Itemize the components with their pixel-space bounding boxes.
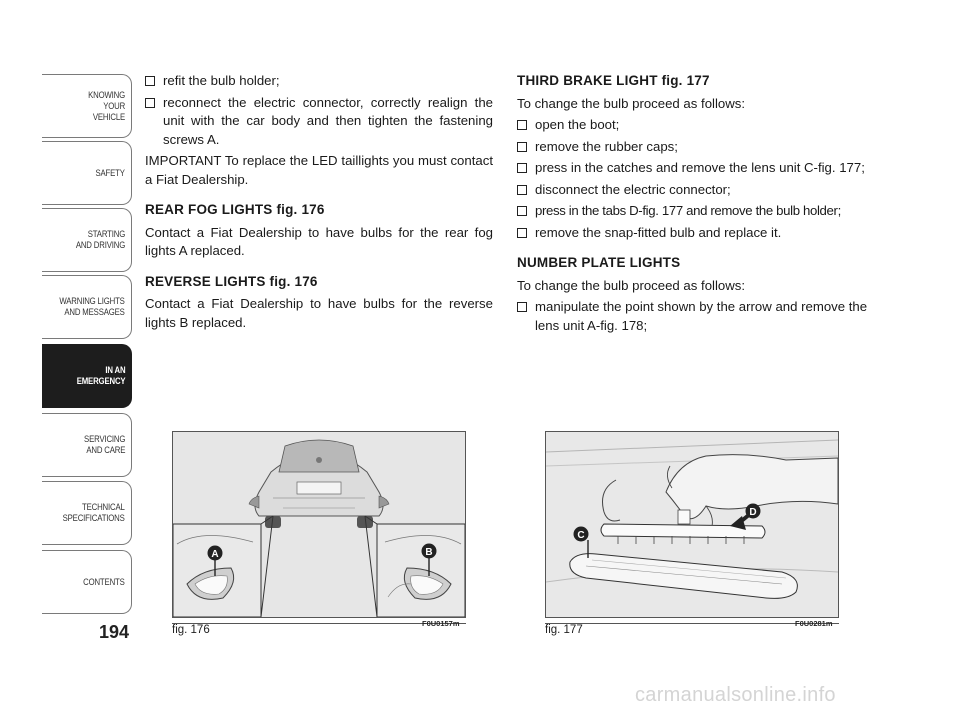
section-heading-reverse: REVERSE LIGHTS fig. 176 [145, 273, 318, 289]
callout-label-c: C [577, 530, 585, 541]
checkbox-bullet-icon [517, 298, 535, 335]
car-rear-illustration [173, 432, 465, 617]
number-plate-intro: To change the bulb proceed as follows: [517, 277, 745, 293]
tab-label: SAFETY [95, 167, 125, 179]
list-item: refit the bulb holder; [145, 72, 493, 91]
list-item: remove the snap-fitted bulb and replace it. [517, 224, 873, 243]
tab-label: SERVICING AND CARE [83, 434, 125, 456]
checkbox-bullet-icon [517, 116, 535, 135]
tab-label: WARNING LIGHTS AND MESSAGES [59, 296, 125, 318]
tab-knowing-your-vehicle[interactable] [42, 74, 132, 138]
tab-technical-specifications[interactable] [42, 481, 132, 545]
tab-contents[interactable] [42, 550, 132, 614]
important-note: IMPORTANT To replace the LED taillights you must contact a Fiat Dealership. [145, 153, 493, 187]
rear-fog-text: Contact a Fiat Dealership to have bulbs for the rear fog lights A replaced. [145, 224, 493, 258]
brake-light-illustration [546, 432, 838, 617]
tab-label: TECHNICAL SPECIFICATIONS [62, 502, 125, 524]
figure-177-third-brake-light [545, 431, 839, 618]
callout-label-b: B [425, 547, 433, 558]
right-column [517, 72, 873, 338]
tab-label: STARTING AND DRIVING [75, 229, 125, 251]
figure-176-code: F0U0157m [422, 619, 460, 628]
checkbox-bullet-icon [517, 224, 535, 243]
list-item: reconnect the electric connector, correctly realign the unit with the car body and then tighten the fastening screws A. [145, 94, 493, 150]
tab-label: KNOWING YOUR VEHICLE [88, 89, 125, 123]
tab-label: CONTENTS [83, 576, 125, 588]
callout-label-d: D [749, 507, 757, 518]
figure-176-rear-lights [172, 431, 466, 618]
section-heading-third-brake: THIRD BRAKE LIGHT fig. 177 [517, 73, 710, 88]
tab-in-an-emergency[interactable] [42, 344, 132, 408]
list-item: manipulate the point shown by the arrow and remove the lens unit A-fig. 178; [517, 298, 873, 335]
tab-safety[interactable] [42, 141, 132, 205]
list-item: open the boot; [517, 116, 873, 135]
figure-176-caption: fig. 176 [172, 624, 210, 636]
checkbox-bullet-icon [517, 202, 535, 221]
figure-177-code: F0U0281m [795, 619, 833, 628]
tab-servicing-and-care[interactable] [42, 413, 132, 477]
checkbox-bullet-icon [517, 138, 535, 157]
list-item: remove the rubber caps; [517, 138, 873, 157]
checkbox-bullet-icon [517, 181, 535, 200]
watermark: carmanualsonline.info [635, 684, 836, 706]
checkbox-bullet-icon [145, 72, 163, 91]
page-number: 194 [99, 622, 130, 642]
left-column [145, 72, 493, 335]
third-brake-intro: To change the bulb proceed as follows: [517, 95, 745, 111]
tab-label: IN AN EMERGENCY [76, 365, 125, 387]
callout-label-a: A [211, 549, 219, 560]
figure-177-caption: fig. 177 [545, 624, 583, 636]
tab-warning-lights[interactable] [42, 275, 132, 339]
section-heading-rear-fog: REAR FOG LIGHTS fig. 176 [145, 202, 325, 217]
checkbox-bullet-icon [145, 94, 163, 150]
list-item: press in the catches and remove the lens unit C-fig. 177; [517, 159, 873, 178]
reverse-text: Contact a Fiat Dealership to have bulbs for the reverse lights B replaced. [145, 296, 493, 330]
list-item: press in the tabs D-fig. 177 and remove the bulb holder; [517, 202, 873, 221]
checkbox-bullet-icon [517, 159, 535, 178]
tab-starting-and-driving[interactable] [42, 208, 132, 272]
list-item: disconnect the electric connector; [517, 181, 873, 200]
section-heading-number-plate: NUMBER PLATE LIGHTS [517, 255, 681, 270]
